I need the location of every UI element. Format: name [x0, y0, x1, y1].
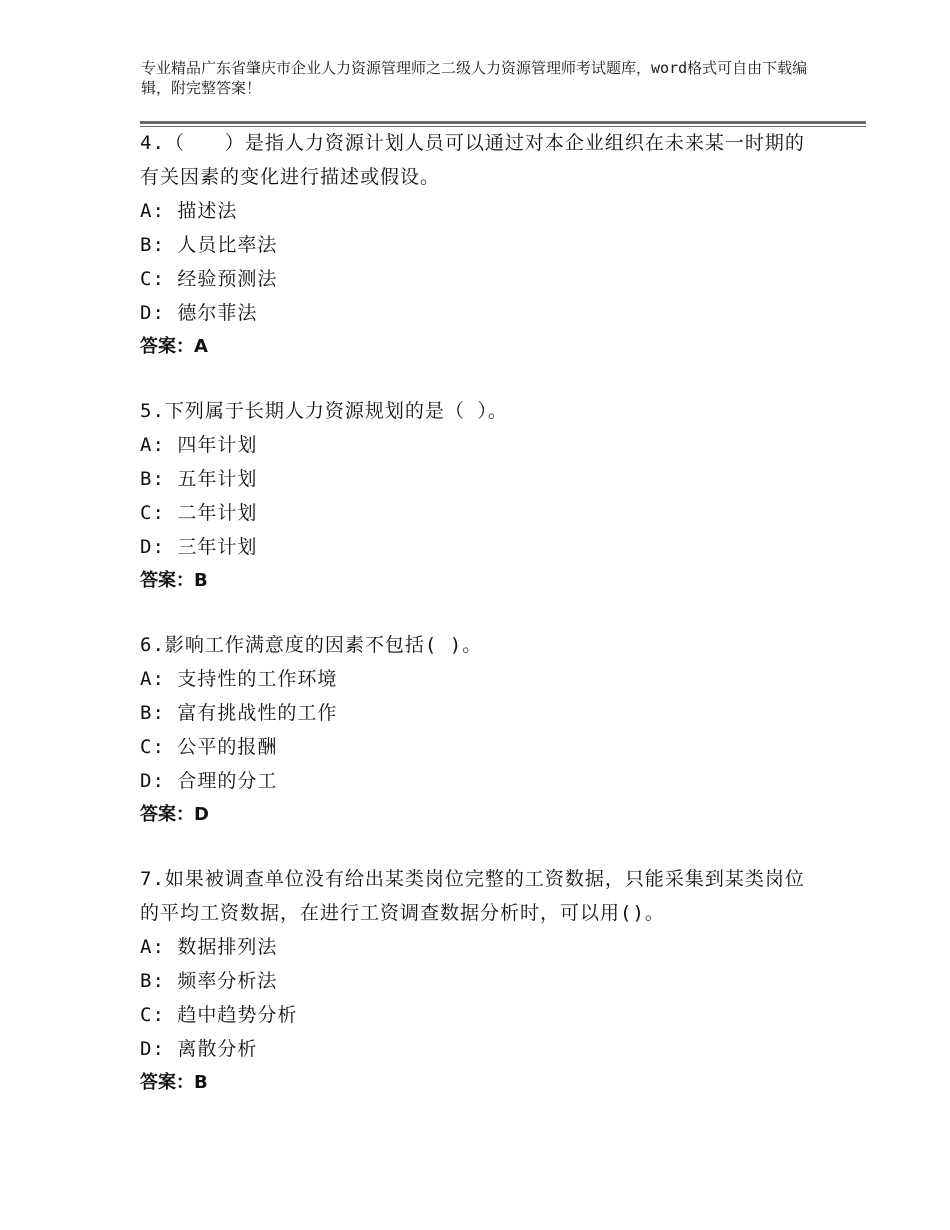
option-b: B: 五年计划 — [140, 468, 258, 490]
question-list — [140, 126, 820, 1130]
option-d: D: 三年计划 — [140, 536, 258, 558]
question-item — [140, 126, 820, 364]
answer-line: 答案：A — [140, 336, 208, 357]
option-b: B: 人员比率法 — [140, 234, 278, 256]
question-stem: 5.下列属于长期人力资源规划的是（ ）。 — [140, 400, 508, 422]
option-b: B: 富有挑战性的工作 — [140, 702, 338, 724]
option-a: A: 支持性的工作环境 — [140, 668, 338, 690]
option-d: D: 德尔菲法 — [140, 302, 258, 324]
option-d: D: 合理的分工 — [140, 770, 278, 792]
question-stem: 7.如果被调查单位没有给出某类岗位完整的工资数据，只能采集到某类岗位的平均工资数据，在进行工资调查数据分析时，可以用()。 — [140, 868, 805, 924]
option-c: C: 公平的报酬 — [140, 736, 278, 758]
option-b: B: 频率分析法 — [140, 970, 278, 992]
option-c: C: 趋中趋势分析 — [140, 1004, 298, 1026]
option-c: C: 二年计划 — [140, 502, 258, 524]
option-a: A: 四年计划 — [140, 434, 258, 456]
document-header: 专业精品广东省肇庆市企业人力资源管理师之二级人力资源管理师考试题库，word格式可自由下载编辑，附完整答案！ — [141, 59, 808, 97]
answer-line: 答案：B — [140, 570, 208, 591]
question-item — [140, 862, 820, 1100]
question-item — [140, 628, 820, 832]
question-stem: 6.影响工作满意度的因素不包括( )。 — [140, 634, 483, 656]
option-c: C: 经验预测法 — [140, 268, 278, 290]
question-stem: 4.（ ）是指人力资源计划人员可以通过对本企业组织在未来某一时期的有关因素的变化进行描述或假设。 — [140, 132, 805, 188]
option-a: A: 描述法 — [140, 200, 238, 222]
answer-line: 答案：D — [140, 804, 209, 825]
option-a: A: 数据排列法 — [140, 936, 278, 958]
option-d: D: 离散分析 — [140, 1038, 258, 1060]
question-item — [140, 394, 820, 598]
answer-line: 答案：B — [140, 1072, 208, 1093]
